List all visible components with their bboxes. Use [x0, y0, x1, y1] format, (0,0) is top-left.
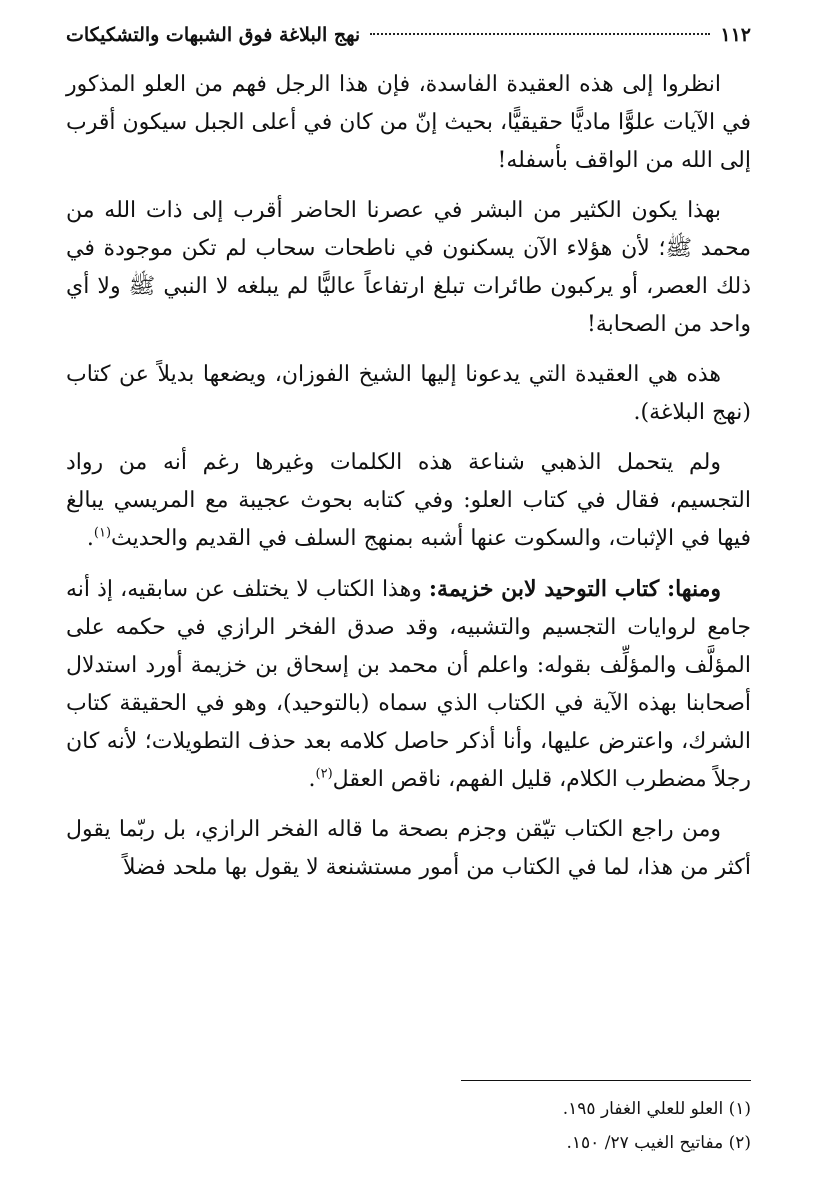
paragraph: ولم يتحمل الذهبي شناعة هذه الكلمات وغيرها رغم أنه من رواد التجسيم، فقال في كتاب العلو: وفي كتابه بحوث عجيبة مع المريسي يبالغ فيها في الإثبات، والسكوت عنها أشبه بمنهج السلف في القديم والحديث$^{(١)}$. — [66, 450, 751, 551]
main-text — [66, 66, 751, 887]
footnote-divider — [461, 1080, 751, 1081]
paragraph: ومن راجع الكتاب تيّقن وجزم بصحة ما قاله الفخر الرازي، بل ربّما يقول أكثر من هذا، لما في الكتاب من أمور مستشنعة لا يقول بها ملحد فضلاً — [66, 817, 751, 880]
footnote-2: (٢) مفاتيح الغيب ٢٧/ ١٥٠. — [566, 1133, 751, 1153]
paragraph: انظروا إلى هذه العقيدة الفاسدة، فإن هذا الرجل فهم من العلو المذكور في الآيات علوًّا ماديًّا حقيقيًّا، بحيث إنّ من كان في أعلى الجبل سيكون أقرب إلى الله من الواقف بأسفله! — [66, 72, 751, 173]
running-header — [66, 22, 751, 52]
footnotes — [66, 1092, 751, 1160]
paragraph: ومنها: كتاب التوحيد لابن خزيمة: وهذا الكتاب لا يختلف عن سابقيه، إذ أنه جامع لروايات التجسيم والتشبيه، وقد صدق الفخر الرازي في حكمه على المؤلَّف والمؤلِّف بقوله: واعلم أن محمد بن إسحاق بن خزيمة أورد استدلال أصحابنا بهذه الآية في الكتاب الذي سماه (بالتوحيد)، وهو في الحقيقة كتاب الشرك، واعترض عليها، وأنا أذكر حاصل كلامه بعد حذف التطويلات؛ لأنه كان رجلاً مضطرب الكلام، قليل الفهم، ناقص العقل$^{(٢)}$. — [66, 576, 751, 792]
footnote-ref: (٢) — [315, 766, 333, 782]
footnote-ref: (١) — [93, 525, 112, 541]
paragraph: هذه هي العقيدة التي يدعونا إليها الشيخ الفوزان، ويضعها بديلاً عن كتاب (نهج البلاغة). — [66, 362, 751, 425]
footnote-1: (١) العلو للعلي الغفار ١٩٥. — [562, 1099, 751, 1119]
page-number: ١١٢ — [720, 24, 751, 46]
book-title: نهج البلاغة فوق الشبهات والتشكيكات — [66, 24, 361, 46]
paragraph: بهذا يكون الكثير من البشر في عصرنا الحاضر أقرب إلى ذات الله من محمد ﷺ؛ لأن هؤلاء الآن يسكنون في ناطحات سحاب لم تكن موجودة في ذلك العصر، أو يركبون طائرات تبلغ ارتفاعاً عاليًّا لم يبلغه لا النبي ﷺ ولا أي واحد من الصحابة! — [66, 198, 751, 337]
header-dot-leader — [370, 33, 710, 35]
section-lead: ومنها: كتاب التوحيد لابن خزيمة: — [428, 576, 721, 602]
book-page — [66, 22, 751, 1153]
